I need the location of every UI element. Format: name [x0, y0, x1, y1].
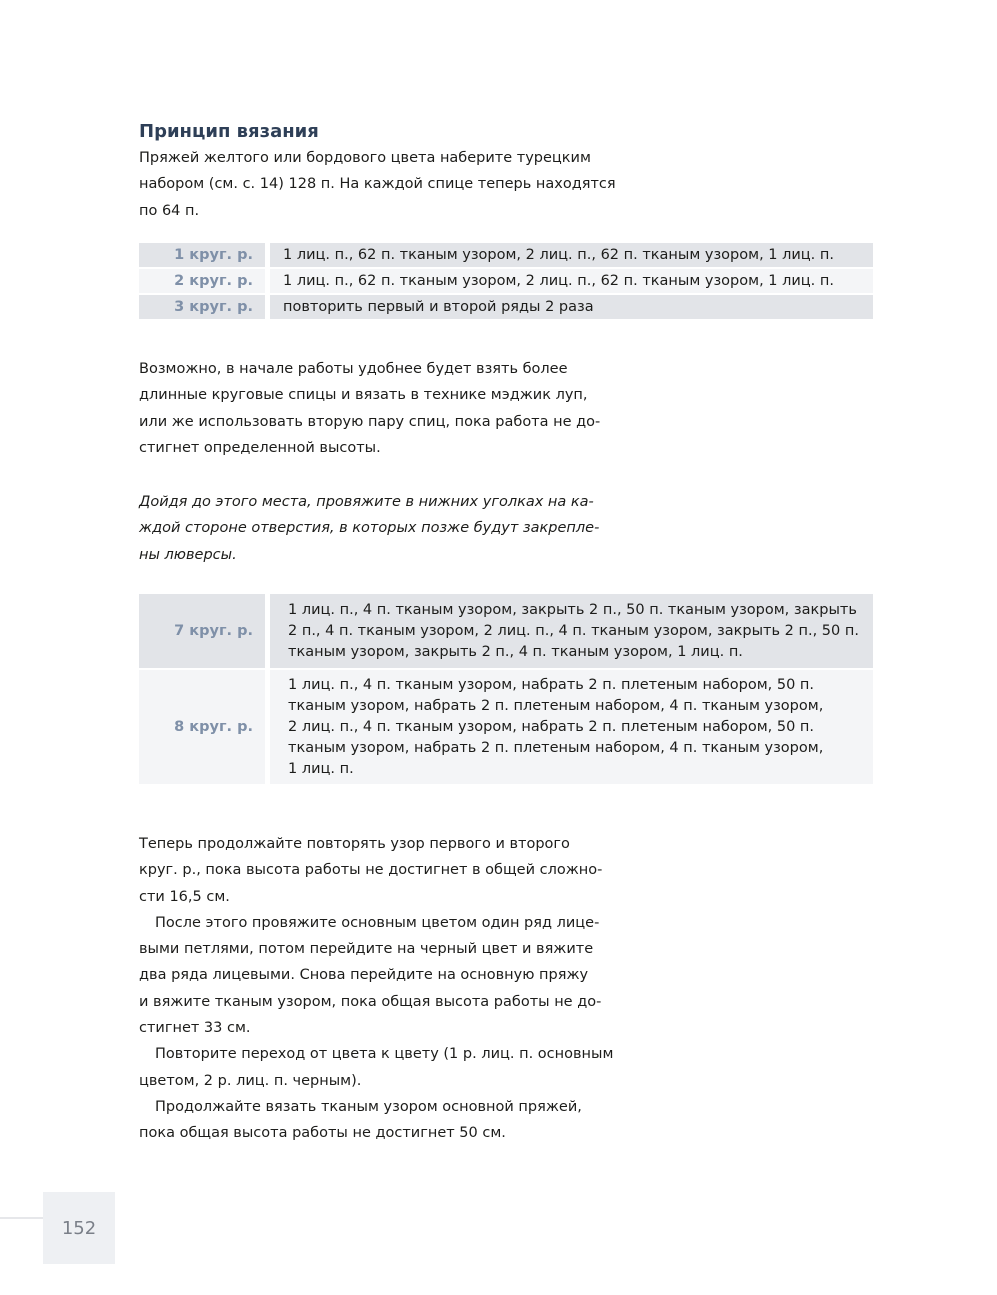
row-label: 8 круг. р. [139, 670, 265, 784]
table-row [139, 295, 873, 319]
row-label: 3 круг. р. [139, 295, 265, 319]
row-instruction: 1 лиц. п., 4 п. тканым узором, закрыть 2 п., 50 п. тканым узором, закрыть 2 п., 4 п. тканым узором, 2 лиц. п., 4 п. тканым узором, закрыть 2 п., 50 п. тканым узором, закрыть 2 п., 4 п. тканым узором, 1 лиц. п. [270, 594, 873, 668]
table-row [139, 670, 873, 784]
table-row [139, 269, 873, 293]
table-row [139, 243, 873, 267]
row-label: 7 круг. р. [139, 594, 265, 668]
row-label: 1 круг. р. [139, 243, 265, 267]
intro-paragraph: Пряжей желтого или бордового цвета наберите турецким набором (см. с. 14) 128 п. На каждой спице теперь находятся по 64 п. [139, 150, 616, 219]
row-instruction: 1 лиц. п., 62 п. тканым узором, 2 лиц. п., 62 п. тканым узором, 1 лиц. п. [270, 269, 873, 293]
row-instruction: повторить первый и второй ряды 2 раза [270, 295, 873, 319]
row-label: 2 круг. р. [139, 269, 265, 293]
rows-table-1 [139, 243, 873, 321]
final-paragraph-1: Теперь продолжайте повторять узор первого и второго круг. р., пока высота работы не достигнет в общей сложно- сти 16,5 см. [139, 836, 603, 905]
final-paragraph-2: После этого провяжите основным цветом один ряд лице- выми петлями, потом перейдите на черный цвет и вяжите два ряда лицевыми. Снова перейдите на основную пряжу и вяжите тканым узором, пока общая высота работы не до- стигнет 33 см. [139, 914, 602, 1037]
final-paragraph-4: Продолжайте вязать тканым узором основной пряжей, пока общая высота работы не достигнет 50 см. [139, 1098, 582, 1142]
rows-table-2 [139, 594, 873, 786]
final-instructions [139, 831, 639, 1147]
page-number-bar [0, 1217, 43, 1219]
italic-note-paragraph: Дойдя до этого места, провяжите в нижних уголках на ка- ждой стороне отверстия, в которых позже будут закрепле- ны люверсы. [139, 494, 600, 563]
row-instruction: 1 лиц. п., 4 п. тканым узором, набрать 2 п. плетеным набором, 50 п. тканым узором, набрать 2 п. плетеным набором, 4 п. тканым узором, 2 лиц. п., 4 п. тканым узором, набрать 2 п. плетеным набором, 50 п. тканым узором, набрать 2 п. плетеным набором, 4 п. тканым узором, 1 лиц. п. [270, 670, 873, 784]
magic-loop-paragraph: Возможно, в начале работы удобнее будет взять более длинные круговые спицы и вязать в технике мэджик луп, или же использовать вторую пару спиц, пока работа не до- стигнет определенной высоты. [139, 361, 601, 456]
table-row [139, 594, 873, 668]
row-instruction: 1 лиц. п., 62 п. тканым узором, 2 лиц. п., 62 п. тканым узором, 1 лиц. п. [270, 243, 873, 267]
section-heading: Принцип вязания [139, 121, 319, 142]
final-paragraph-3: Повторите переход от цвета к цвету (1 р. лиц. п. основным цветом, 2 р. лиц. п. черным). [139, 1046, 614, 1089]
page-number: 152 [43, 1192, 115, 1264]
